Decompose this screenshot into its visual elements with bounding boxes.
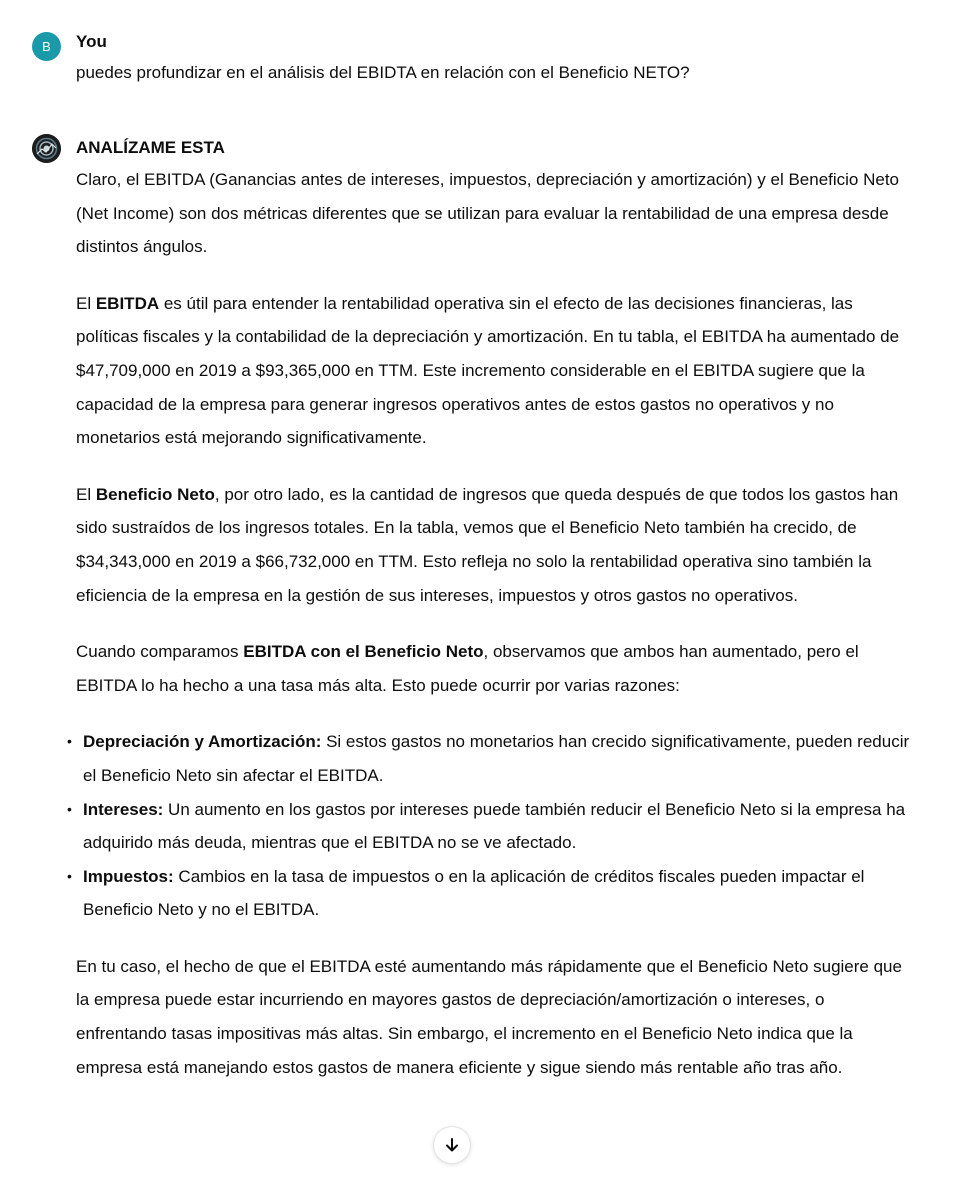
- paragraph-intro: Claro, el EBITDA (Ganancias antes de intereses, impuestos, depreciación y amortización) y el Beneficio Neto (Net Income) son dos métricas diferentes que se utilizan para evaluar la rentabilidad de una empresa desde distintos ángulos.: [76, 170, 900, 257]
- paragraph-comparison: Cuando comparamos EBITDA con el Beneficio Neto, observamos que ambos han aumentado, pero el EBITDA lo ha hecho a una tasa más alta. Esto puede ocurrir por varias razones:: [76, 642, 859, 695]
- scroll-to-bottom-button[interactable]: [433, 1126, 471, 1164]
- list-item: • Depreciación y Amortización: Si estos gastos no monetarios han crecido significativamente, pueden reducir el Beneficio Neto sin afectar el EBITDA.: [67, 732, 910, 785]
- assistant-author-name: ANALÍZAME ESTA: [76, 138, 225, 157]
- user-avatar-letter: B: [42, 39, 51, 54]
- paragraph-conclusion: En tu caso, el hecho de que el EBITDA esté aumentando más rápidamente que el Beneficio Neto sugiere que la empresa puede estar incurriendo en mayores gastos de depreciación/amortización o intereses, o enfrentando tasas impositivas más altas. Sin embargo, el incremento en el Beneficio Neto indica que la empresa está manejando estos gastos de manera eficiente y sigue siendo más rentable año tras año.: [76, 956, 902, 1077]
- list-item: • Intereses: Un aumento en los gastos por intereses puede también reducir el Beneficio Neto si la empresa ha adquirido más deuda, mientras que el EBITDA no se ve afectado.: [67, 799, 906, 853]
- term-net-income: Beneficio Neto: [95, 484, 215, 504]
- paragraph-net-income: El Beneficio Neto, por otro lado, es la cantidad de ingresos que queda después de que todos los gastos han sido sustraídos de los ingresos totales. En la tabla, vemos que el Beneficio Neto también ha crecido, de $34,343,000 en 2019 a $66,732,000 en TTM. Esto refleja no solo la rentabilidad operativa sino también la eficiencia de la empresa en la gestión de sus intereses, impuestos y otros gastos no operativos.: [76, 484, 899, 605]
- term-comparison: EBITDA con el Beneficio Neto: [243, 642, 484, 662]
- gpt-avatar-icon: [32, 134, 61, 163]
- arrow-down-icon: [443, 1136, 461, 1154]
- user-author-name: You: [76, 32, 107, 51]
- user-message-text: puedes profundizar en el análisis del EBIDTA en relación con el Beneficio NETO?: [76, 63, 690, 82]
- user-avatar: [32, 32, 61, 61]
- paragraph-ebitda: El EBITDA es útil para entender la rentabilidad operativa sin el efecto de las decisiones financieras, las políticas fiscales y la contabilidad de la depreciación y amortización. En tu tabla, el EBITDA ha aumentado de $47,709,000 en 2019 a $93,365,000 en TTM. Este incremento considerable en el EBITDA sugiere que la capacidad de la empresa para generar ingresos operativos antes de estos gastos no operativos y no monetarios está mejorando significativamente.: [76, 293, 900, 448]
- reasons-list: [67, 725, 911, 927]
- list-item: • Impuestos: Cambios en la tasa de impuestos o en la aplicación de créditos fiscales pueden impactar el Beneficio Neto y no el EBITDA.: [67, 866, 865, 920]
- term-ebitda: EBITDA: [95, 293, 160, 313]
- assistant-message-text: [67, 163, 911, 1084]
